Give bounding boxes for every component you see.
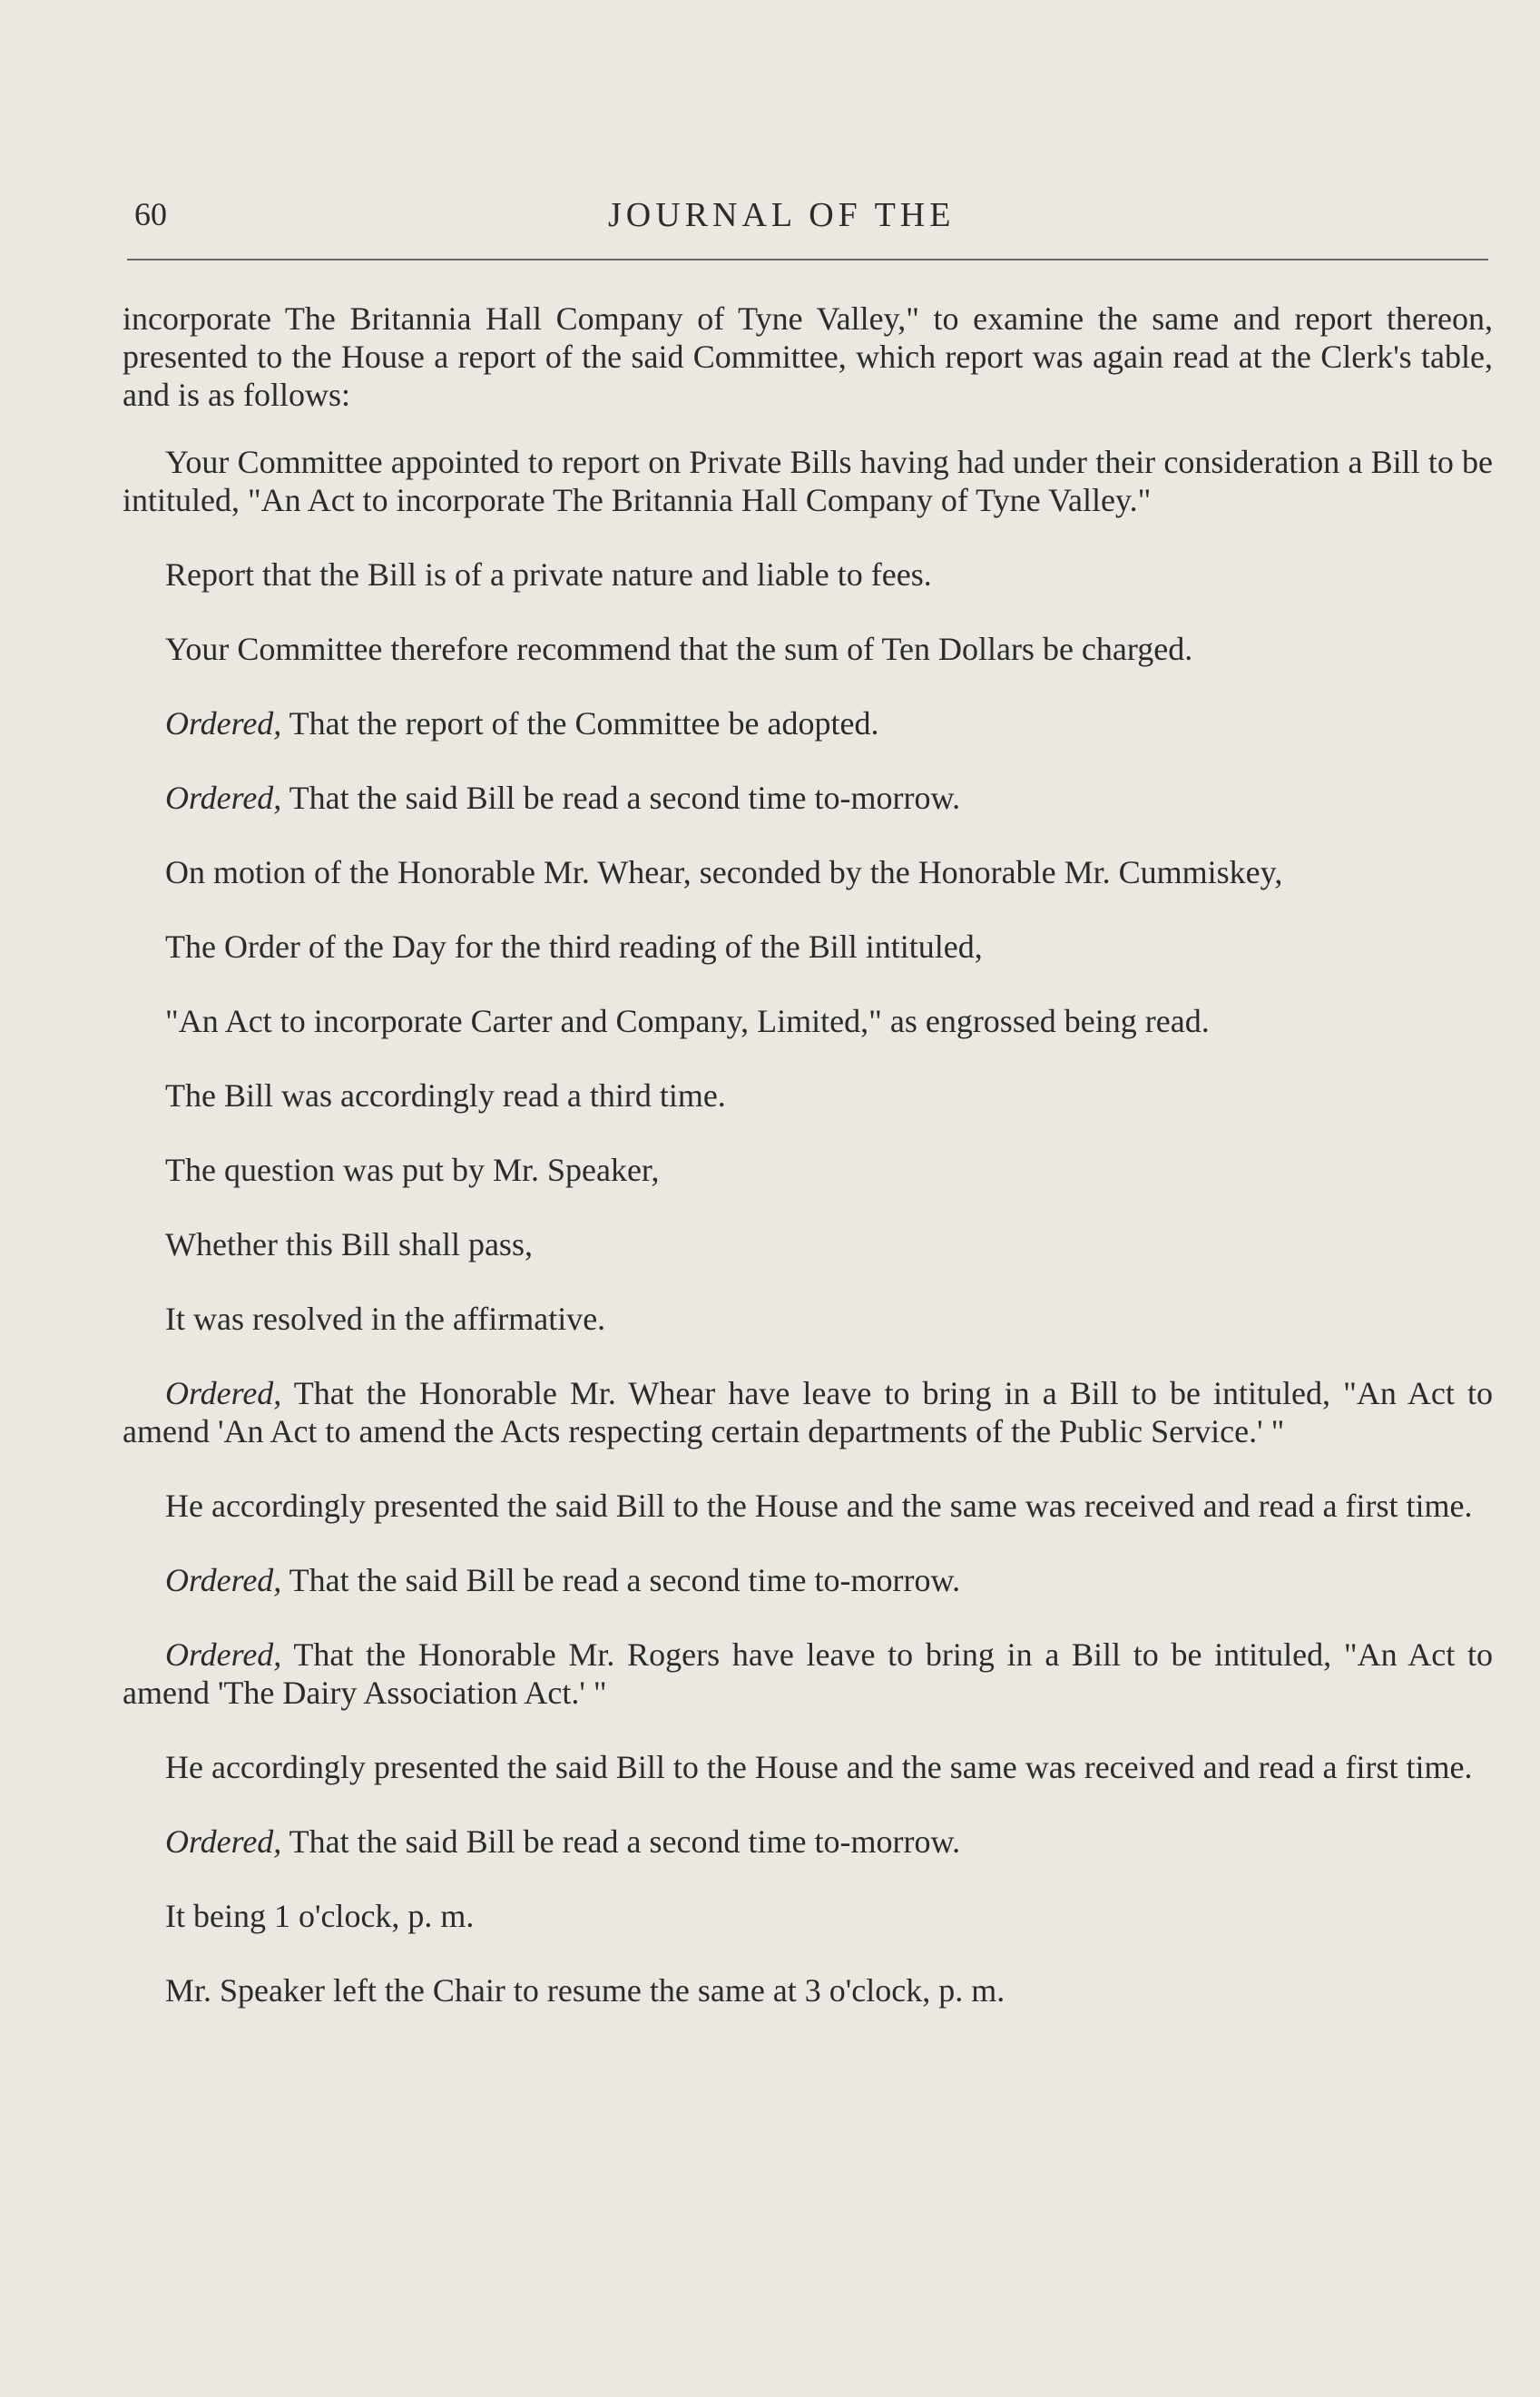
running-head — [127, 186, 1488, 241]
paragraph — [123, 300, 1493, 414]
paragraph-text: Report that the Bill is of a private nature and liable to fees. — [165, 556, 932, 593]
paragraph-text: The question was put by Mr. Speaker, — [165, 1152, 660, 1188]
journal-title: JOURNAL OF THE — [608, 196, 956, 234]
paragraph-text: That the said Bill be read a second time to-morrow. — [281, 1823, 961, 1860]
ordered-lead: Ordered, — [165, 1375, 282, 1411]
paragraph-text: He accordingly presented the said Bill to the House and the same was received and read a first time. — [165, 1488, 1473, 1524]
paragraph — [123, 1225, 1493, 1263]
paragraph — [123, 1822, 1493, 1861]
paragraph — [123, 1374, 1493, 1450]
paragraph-text: "An Act to incorporate Carter and Company, Limited," as engrossed being read. — [165, 1003, 1210, 1039]
paragraph-text: He accordingly presented the said Bill to the House and the same was received and read a first time. — [165, 1749, 1473, 1785]
paragraph — [123, 1561, 1493, 1599]
paragraph — [123, 1151, 1493, 1189]
ordered-lead: Ordered, — [165, 705, 282, 742]
paragraph — [123, 1636, 1493, 1712]
paragraph-text: Mr. Speaker left the Chair to resume the same at 3 o'clock, p. m. — [165, 1972, 1005, 2009]
paragraph — [123, 1748, 1493, 1786]
ordered-lead: Ordered, — [165, 1562, 282, 1598]
paragraph-text: It was resolved in the affirmative. — [165, 1301, 606, 1337]
ordered-lead: Ordered, — [165, 780, 282, 816]
paragraph-text: That the Honorable Mr. Whear have leave to bring in a Bill to be intituled, "An Act to amend 'An Act to amend the Acts respecting certain departments of the Public Service.' " — [123, 1375, 1493, 1449]
paragraph — [123, 1487, 1493, 1525]
paragraph — [123, 555, 1493, 594]
paragraph — [123, 1076, 1493, 1115]
paragraph-text: On motion of the Honorable Mr. Whear, seconded by the Honorable Mr. Cummiskey, — [165, 854, 1283, 890]
paragraph — [123, 853, 1493, 891]
paragraph — [123, 1002, 1493, 1040]
header-rule — [127, 259, 1488, 260]
paragraph-text: The Order of the Day for the third reading of the Bill intituled, — [165, 928, 983, 965]
paragraph — [123, 1897, 1493, 1935]
paragraph-text: Your Committee therefore recommend that the sum of Ten Dollars be charged. — [165, 631, 1193, 667]
ordered-lead: Ordered, — [165, 1823, 282, 1860]
ordered-lead: Ordered, — [165, 1636, 282, 1673]
paragraph — [123, 630, 1493, 668]
paragraph-text: Whether this Bill shall pass, — [165, 1226, 533, 1262]
page-number: 60 — [134, 196, 167, 232]
paragraph — [123, 928, 1493, 966]
paragraph-text: That the said Bill be read a second time to-morrow. — [281, 780, 961, 816]
paragraph-text: Your Committee appointed to report on Private Bills having had under their consideration a Bill to be intituled, "An Act to incorporate The Britannia Hall Company of Tyne Valley." — [123, 444, 1493, 518]
paragraph-text: It being 1 o'clock, p. m. — [165, 1898, 475, 1934]
paragraph-text: That the report of the Committee be adopted. — [281, 705, 879, 742]
paragraph-text: That the said Bill be read a second time to-morrow. — [281, 1562, 961, 1598]
paragraph-text: The Bill was accordingly read a third time. — [165, 1077, 726, 1114]
paragraph — [123, 1971, 1493, 2009]
journal-body — [123, 300, 1493, 2046]
paragraph — [123, 443, 1493, 519]
paragraph — [123, 704, 1493, 742]
paragraph — [123, 1300, 1493, 1338]
paragraph-text: incorporate The Britannia Hall Company of Tyne Valley," to examine the same and report thereon, presented to the House a report of the said Committee, which report was again read at the Clerk's table, and is as follows: — [123, 300, 1493, 413]
paragraph — [123, 779, 1493, 817]
paragraph-text: That the Honorable Mr. Rogers have leave to bring in a Bill to be intituled, "An Act to amend 'The Dairy Association Act.' " — [123, 1636, 1493, 1711]
